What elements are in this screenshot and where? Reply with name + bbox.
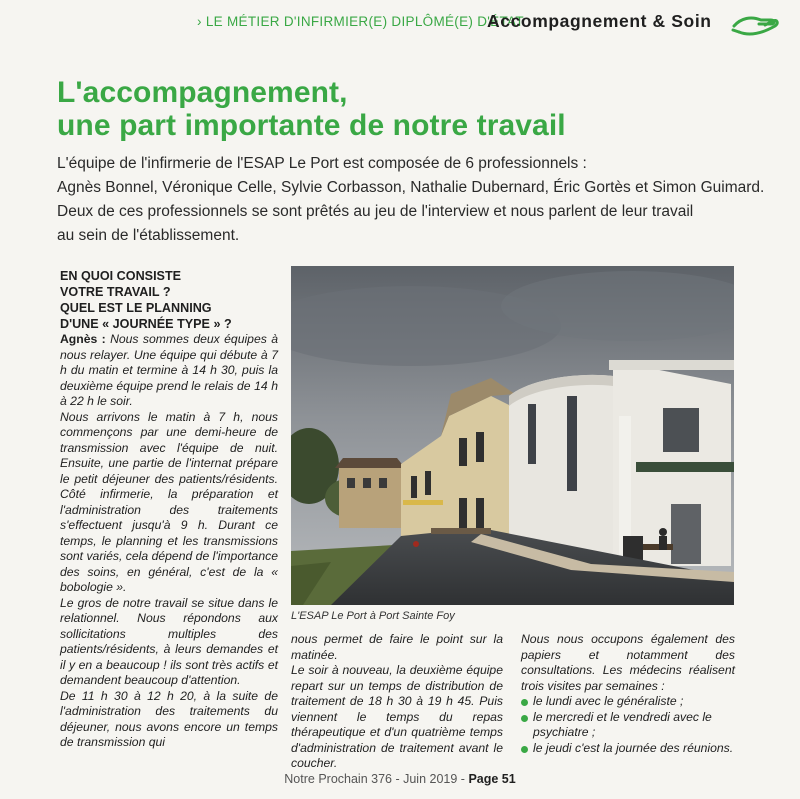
section-kicker: › LE MÉTIER D'INFIRMIER(E) DIPLÔMÉ(E) D'ÉTAT (197, 14, 524, 29)
list-item-text: le lundi avec le généraliste ; (533, 694, 684, 708)
caring-hand-icon (731, 8, 781, 38)
list-item-text: le jeudi c'est la journée des réunions. (533, 740, 734, 755)
answer-paragraph: De 11 h 30 à 12 h 20, à la suite de l'administration des traitements du déjeuner, nous avons encore un temps de transmission qui (60, 688, 278, 749)
page-number: Page 51 (468, 772, 516, 786)
list-item-text: le mercredi et le vendredi avec le psychiatre ; (533, 709, 712, 739)
question-line: VOTRE TRAVAIL ? (60, 285, 171, 299)
article-column-3 (521, 632, 735, 756)
article-column-1 (60, 268, 278, 751)
footer-text: Notre Prochain 376 - Juin 2019 - (284, 772, 465, 786)
article-column-2 (291, 632, 503, 772)
headline-line-1: L'accompagnement, (57, 76, 348, 109)
building-photo (291, 266, 734, 605)
intro-line: Agnès Bonnel, Véronique Celle, Sylvie Corbasson, Nathalie Dubernard, Éric Gortès et Simon Guimard. (57, 179, 765, 196)
answer-paragraph: Nous arrivons le matin à 7 h, nous commençons par une demi-heure de transmission avec l'équipe de nuit. Ensuite, une partie de l'internat prépare le petit déjeuner des patients/résidents. Côté infirmerie, la préparation et l'administration des traitements s'effectuent jusqu'à 9 h. Durant ce temps, le planning et les transmissions sont variés, cela dépend de l'importance des soins, en général, c'est de la « bobologie ». (60, 409, 278, 594)
bullet-icon (521, 715, 528, 722)
list-item (521, 710, 735, 741)
visits-list (521, 694, 735, 756)
photo-caption: L'ESAP Le Port à Port Sainte Foy (291, 610, 455, 622)
page-header (0, 0, 800, 44)
question-line: D'UNE « JOURNÉE TYPE » ? (60, 317, 232, 331)
paragraph-text: Nous sommes deux équipes à nous relayer. Une équipe qui débute à 7 h du matin et termine à 14 h 30, puis la deuxième équipe prend le relais de 14 h à 22 h le soir. (60, 332, 278, 408)
bullet-icon (521, 699, 528, 706)
list-item (521, 741, 735, 757)
interview-question (60, 268, 278, 332)
article-headline (57, 76, 566, 142)
answer-paragraph (60, 332, 278, 410)
answer-paragraph: Nous nous occupons également des papiers et notamment des consultations. Les médecins réalisent trois visites par semaines : (521, 632, 735, 693)
section-title: Accompagnement & Soin (487, 11, 712, 31)
answer-paragraph: Le soir à nouveau, la deuxième équipe repart sur un temps de distribution de traitement de 18 h 30 à 19 h 45. Puis viennent le temps du repas thérapeutique et d'un quatrième temps d'administration de traitement avant le coucher. (291, 663, 503, 770)
intro-line: Deux de ces professionnels se sont prêtés au jeu de l'interview et nous parlent de leur travail (57, 203, 694, 220)
article-intro (57, 152, 777, 248)
list-item (521, 694, 735, 710)
bullet-icon (521, 746, 528, 753)
question-line: QUEL EST LE PLANNING (60, 301, 212, 315)
page-footer (0, 772, 800, 786)
headline-line-2: une part importante de notre travail (57, 109, 566, 142)
answer-paragraph: Le gros de notre travail se situe dans le relationnel. Nous répondons aux sollicitations multiples des patients/résidents, à leurs demandes et il y en a beaucoup ! ils sont très actifs et demandent beaucoup d'attention. (60, 595, 278, 687)
intro-line: au sein de l'établissement. (57, 227, 240, 244)
question-line: EN QUOI CONSISTE (60, 269, 182, 283)
answer-paragraph: nous permet de faire le point sur la matinée. (291, 632, 503, 662)
intro-line: L'équipe de l'infirmerie de l'ESAP Le Port est composée de 6 professionnels : (57, 155, 587, 172)
speaker-name: Agnès : (60, 332, 106, 346)
